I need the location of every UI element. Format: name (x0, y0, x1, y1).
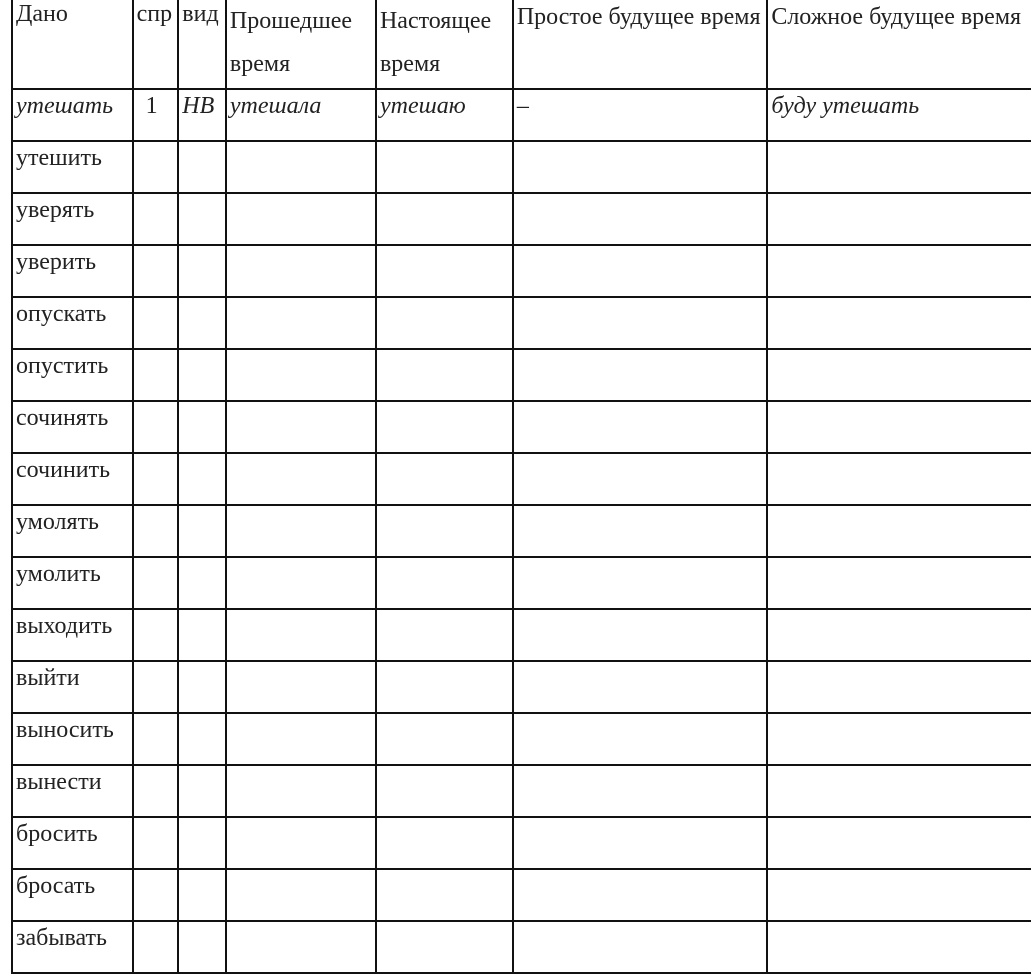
aspect-cell (178, 193, 226, 245)
past-cell (226, 453, 376, 505)
example-present: утешаю (376, 89, 513, 141)
header-row (12, 0, 1031, 89)
simple-future-cell (513, 245, 767, 297)
verb: забывать (12, 921, 133, 973)
present-cell (376, 817, 513, 869)
conjugation-cell (133, 245, 179, 297)
present-cell (376, 401, 513, 453)
past-cell (226, 297, 376, 349)
present-cell (376, 453, 513, 505)
past-cell (226, 921, 376, 973)
present-cell (376, 557, 513, 609)
present-cell (376, 193, 513, 245)
header-aspect: вид (178, 0, 226, 89)
table-row (12, 141, 1031, 193)
present-cell (376, 349, 513, 401)
table-row (12, 453, 1031, 505)
table-row (12, 505, 1031, 557)
verb: утешить (12, 141, 133, 193)
conjugation-cell (133, 713, 179, 765)
compound-future-cell (767, 349, 1031, 401)
verb: вынести (12, 765, 133, 817)
conjugation-cell (133, 193, 179, 245)
aspect-cell (178, 297, 226, 349)
aspect-cell (178, 869, 226, 921)
table-row (12, 713, 1031, 765)
aspect-cell (178, 401, 226, 453)
present-cell (376, 921, 513, 973)
header-past-tense: Прошедшее время (226, 0, 376, 89)
aspect-cell (178, 453, 226, 505)
simple-future-cell (513, 401, 767, 453)
header-simple-future: Простое будущее время (513, 0, 767, 89)
verb: уверить (12, 245, 133, 297)
past-cell (226, 713, 376, 765)
present-cell (376, 765, 513, 817)
compound-future-cell (767, 765, 1031, 817)
simple-future-cell (513, 817, 767, 869)
compound-future-cell (767, 141, 1031, 193)
aspect-cell (178, 713, 226, 765)
simple-future-cell (513, 869, 767, 921)
conjugation-cell (133, 401, 179, 453)
simple-future-cell (513, 713, 767, 765)
conjugation-cell (133, 765, 179, 817)
example-simple-future: – (513, 89, 767, 141)
compound-future-cell (767, 609, 1031, 661)
simple-future-cell (513, 765, 767, 817)
present-cell (376, 505, 513, 557)
simple-future-cell (513, 141, 767, 193)
table-row (12, 765, 1031, 817)
past-cell (226, 141, 376, 193)
aspect-cell (178, 817, 226, 869)
aspect-cell (178, 245, 226, 297)
past-cell (226, 765, 376, 817)
present-cell (376, 141, 513, 193)
past-cell (226, 245, 376, 297)
compound-future-cell (767, 401, 1031, 453)
present-cell (376, 869, 513, 921)
header-compound-future: Сложное будущее время (767, 0, 1031, 89)
simple-future-cell (513, 661, 767, 713)
aspect-cell (178, 557, 226, 609)
past-cell (226, 557, 376, 609)
conjugation-cell (133, 609, 179, 661)
example-compound-future: буду утешать (767, 89, 1031, 141)
verb: выходить (12, 609, 133, 661)
table-row (12, 609, 1031, 661)
conjugation-cell (133, 817, 179, 869)
header-given: Дано (12, 0, 133, 89)
compound-future-cell (767, 297, 1031, 349)
simple-future-cell (513, 557, 767, 609)
simple-future-cell (513, 193, 767, 245)
past-cell (226, 193, 376, 245)
table-row (12, 401, 1031, 453)
compound-future-cell (767, 453, 1031, 505)
table-row (12, 245, 1031, 297)
table-row (12, 661, 1031, 713)
aspect-cell (178, 141, 226, 193)
example-conjugation: 1 (133, 89, 179, 141)
present-cell (376, 713, 513, 765)
past-cell (226, 869, 376, 921)
table-row (12, 349, 1031, 401)
table-row (12, 193, 1031, 245)
present-cell (376, 661, 513, 713)
aspect-cell (178, 609, 226, 661)
simple-future-cell (513, 505, 767, 557)
verb: выйти (12, 661, 133, 713)
compound-future-cell (767, 661, 1031, 713)
header-present-tense: Настоящее время (376, 0, 513, 89)
aspect-cell (178, 349, 226, 401)
past-cell (226, 401, 376, 453)
past-cell (226, 609, 376, 661)
compound-future-cell (767, 557, 1031, 609)
verb: умолить (12, 557, 133, 609)
example-given: утешать (12, 89, 133, 141)
conjugation-cell (133, 453, 179, 505)
past-cell (226, 661, 376, 713)
past-cell (226, 349, 376, 401)
compound-future-cell (767, 869, 1031, 921)
compound-future-cell (767, 713, 1031, 765)
verb: умолять (12, 505, 133, 557)
simple-future-cell (513, 921, 767, 973)
conjugation-cell (133, 869, 179, 921)
example-row (12, 89, 1031, 141)
simple-future-cell (513, 297, 767, 349)
example-past: утешала (226, 89, 376, 141)
verb: опускать (12, 297, 133, 349)
conjugation-cell (133, 349, 179, 401)
verb: уверять (12, 193, 133, 245)
present-cell (376, 245, 513, 297)
header-conjugation: спр (133, 0, 179, 89)
aspect-cell (178, 661, 226, 713)
compound-future-cell (767, 817, 1031, 869)
conjugation-cell (133, 505, 179, 557)
compound-future-cell (767, 921, 1031, 973)
verb: сочинять (12, 401, 133, 453)
verb: сочинить (12, 453, 133, 505)
past-cell (226, 505, 376, 557)
aspect-cell (178, 921, 226, 973)
table-row (12, 817, 1031, 869)
table-row (12, 921, 1031, 973)
present-cell (376, 609, 513, 661)
compound-future-cell (767, 193, 1031, 245)
simple-future-cell (513, 349, 767, 401)
simple-future-cell (513, 609, 767, 661)
conjugation-cell (133, 297, 179, 349)
conjugation-cell (133, 141, 179, 193)
conjugation-cell (133, 557, 179, 609)
aspect-cell (178, 505, 226, 557)
table-row (12, 297, 1031, 349)
verb-conjugation-table (11, 0, 1031, 974)
past-cell (226, 817, 376, 869)
simple-future-cell (513, 453, 767, 505)
aspect-cell (178, 765, 226, 817)
table-row (12, 869, 1031, 921)
verb: бросать (12, 869, 133, 921)
present-cell (376, 297, 513, 349)
example-aspect: НВ (178, 89, 226, 141)
conjugation-cell (133, 661, 179, 713)
verb: опустить (12, 349, 133, 401)
compound-future-cell (767, 505, 1031, 557)
table-row (12, 557, 1031, 609)
conjugation-cell (133, 921, 179, 973)
verb: выносить (12, 713, 133, 765)
compound-future-cell (767, 245, 1031, 297)
verb: бросить (12, 817, 133, 869)
